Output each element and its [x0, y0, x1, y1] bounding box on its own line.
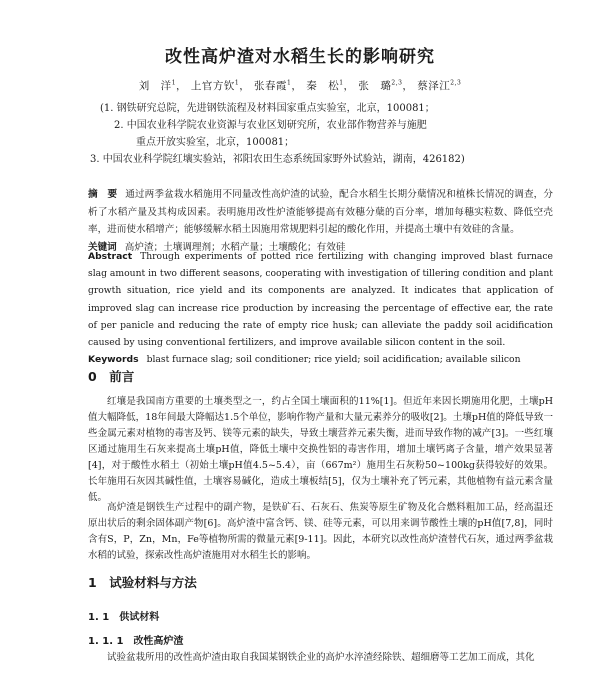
author: 张春霞$^1$: [254, 79, 292, 92]
abstract-label: 摘 要: [88, 189, 118, 200]
paragraph-text: 红壤是我国南方重要的土壤类型之一，约占全国土壤面积的11%[1]。但近年来因长期施用化肥，土壤pH值大幅降低，18年间最大降幅达1.5个单位，影响作物产量和大量元素养分的吸收[2]。土壤pH值的降低导致一些金属元素对植物的毒害及钙、镁等元素的缺失，导致土壤营养元素失衡，进而导致作物的减产[3]。一些红壤区通过施用生石灰来提高土壤pH值，降低土壤中交换性铝的毒害作用，增加土壤钙离子含量，增产效果显著[4]，对于酸性水稻土（初始土壤pH值4.5~5.4），亩（667m²）施用生石灰粉50~100kg获得较好的效果。长年施用石灰因其碱性值，土壤容易碱化，造成土壤板结[5]，仅为土壤补充了钙元素，其他植物有益元素含量低。: [88, 396, 553, 503]
paragraph-text: 试验盆栽所用的改性高炉渣由取自我国某钢铁企业的高炉水淬渣经除铁、超细磨等工艺加工而成，其化: [107, 652, 535, 663]
affiliation-line: (1. 钢铁研究总院，先进钢铁流程及材料国家重点实验室，北京，100081；: [100, 103, 435, 114]
paper-title: 改性高炉渣对水稻生长的影响研究: [165, 47, 435, 67]
body-paragraph: [88, 394, 553, 506]
author: 蔡泽江$^{2,3}$: [417, 79, 462, 92]
section-heading: 1 试验材料与方法: [88, 575, 197, 590]
author: 刘 洋$^1$: [138, 79, 177, 92]
body-paragraph: [88, 650, 553, 666]
keywords-text: blast furnace slag; soil conditioner; rice yield; soil acidification; available silicon: [146, 354, 521, 366]
subsubsection-heading: 1. 1. 1 改性高炉渣: [88, 636, 184, 647]
author-list: 刘 洋$^1$， 上官方钦$^1$， 张春霞$^1$， 秦 松$^1$， 张 璐$^{2,3}$， 蔡泽江$^{2,3}$: [138, 79, 462, 92]
abstract-english: [88, 248, 553, 368]
abstract-chinese: [88, 186, 553, 256]
keywords-line: [88, 351, 553, 368]
affiliation-line: 重点开放实验室，北京，100081；: [136, 137, 295, 148]
abstract-label: Abstract: [88, 251, 133, 262]
abstract-text: 通过两季盆栽水稻施用不同量改性高炉渣的试验，配合水稻生长期分蘖情况和植株长情况的调查，分析了水稻产量及其构成因素。表明施用改性炉渣能够提高有效穗分蘖的百分率，增加每穗实粒数、降低空壳率，进而使水稻增产；能够缓解水稻土因施用常规肥料引起的酸化作用，并提高土壤中有效硅的含量。: [88, 189, 554, 235]
keywords-label: 关键词: [88, 241, 117, 253]
keywords-text: 高炉渣；土壤调理剂；水稻产量；土壤酸化；有效硅: [124, 241, 346, 253]
abstract-text: Through experiments of potted rice fertilizing with changing improved blast furnace slag amount in two different seasons, cooperating with investigation of tillering condition and plant growth situation, rice yield and its components are analyzed. It indicates that application of improved slag can increase rice production by increasing the percentage of effective ear, the rate of per panicle and reducing the rate of empty rice husk; can alleviate the paddy soil acidification caused by using conventional fertilizers, and improve available silicon content in the soil.: [88, 251, 554, 349]
author: 张 璐$^{2,3}$: [358, 79, 403, 92]
keywords-label: Keywords: [88, 354, 139, 366]
author: 上官方钦$^1$: [190, 79, 240, 92]
affiliations: [90, 100, 560, 168]
section-heading: 0 前言: [88, 369, 135, 384]
author: 秦 松$^1$: [306, 79, 344, 92]
paragraph-text: 高炉渣是钢铁生产过程中的副产物，是铁矿石、石灰石、焦炭等原生矿物及化合燃料粗加工品，经高温还原出状后的剩余固体副产物[6]。高炉渣中富含钙、镁、硅等元素，可以用来调节酸性土壤的pH值[7,8]，同时含有S，P，Zn，Mn，Fe等植物所需的微量元素[9-11]。因此，本研究以改性高炉渣替代石灰，通过两季盆栽水稻的试验，探索改性高炉渣施用对水稻生长的影响。: [88, 502, 553, 561]
subsection-heading: 1. 1 供试材料: [88, 612, 160, 623]
body-paragraph: [88, 500, 553, 564]
affiliation-line: 2. 中国农业科学院农业资源与农业区划研究所，农业部作物营养与施肥: [114, 120, 427, 131]
affiliation-line: 3. 中国农业科学院红壤实验站，祁阳农田生态系统国家野外试验站，湖南，426182): [90, 154, 465, 165]
